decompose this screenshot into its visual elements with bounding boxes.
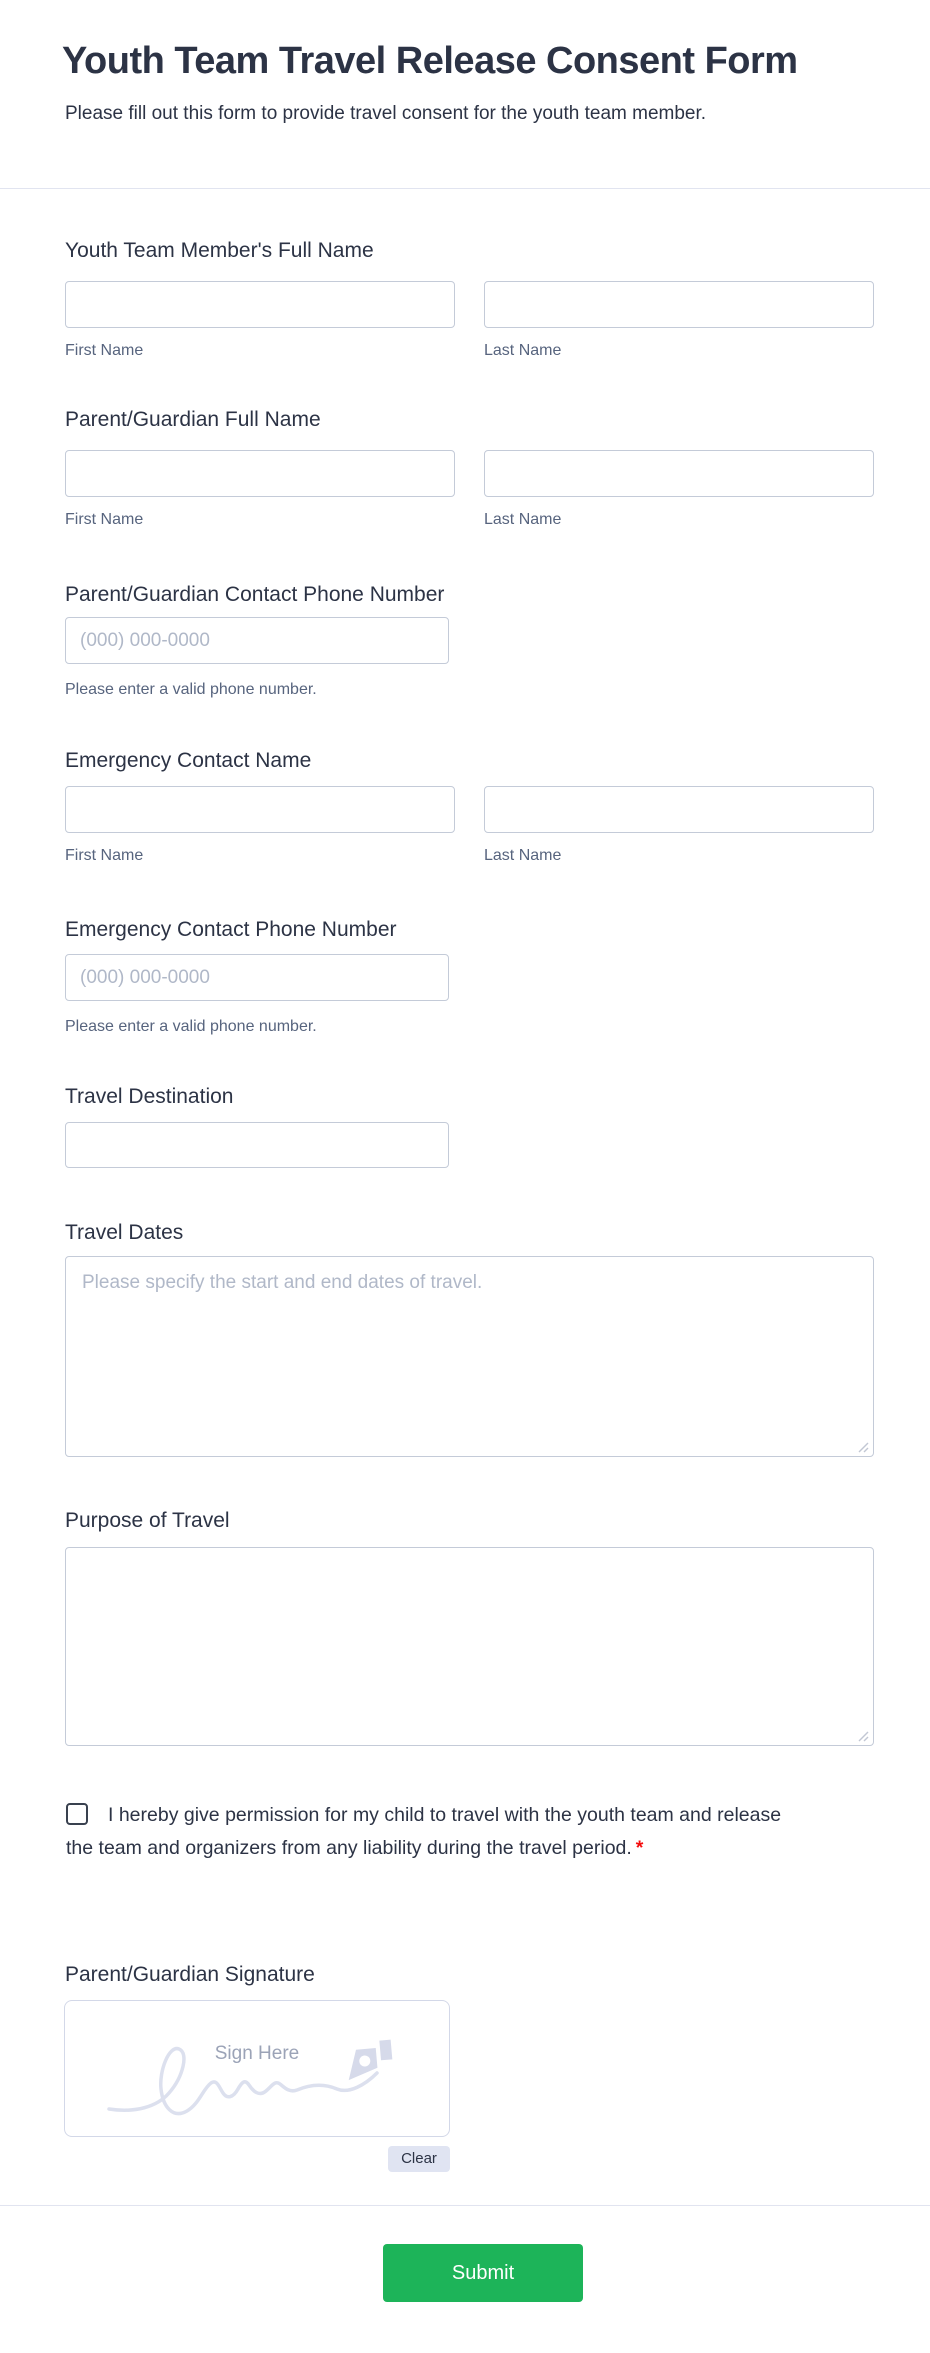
guardian-first-name-input[interactable] <box>65 450 455 497</box>
guardian-name-label: Parent/Guardian Full Name <box>65 408 321 431</box>
sign-here-text: Sign Here <box>214 2043 300 2064</box>
required-asterisk: * <box>635 1837 644 1859</box>
guardian-last-name-input[interactable] <box>484 450 874 497</box>
purpose-of-travel-textarea[interactable] <box>65 1547 874 1746</box>
form-title: Youth Team Travel Release Consent Form <box>62 40 798 82</box>
form-subtitle: Please fill out this form to provide travel consent for the youth team member. <box>65 103 707 124</box>
travel-destination-input[interactable] <box>65 1122 449 1168</box>
submit-button[interactable]: Submit <box>383 2244 583 2302</box>
travel-dates-label: Travel Dates <box>65 1221 184 1244</box>
emergency-phone-sublabel: Please enter a valid phone number. <box>65 1018 317 1035</box>
guardian-phone-input[interactable] <box>65 617 449 664</box>
consent-text: I hereby give permission for my child to travel with the youth team and release the team and organizers from any liability during the travel period. <box>66 1804 782 1859</box>
signature-label: Parent/Guardian Signature <box>65 1963 315 1986</box>
signature-squiggle-pen-icon <box>65 2001 449 2136</box>
guardian-phone-sublabel: Please enter a valid phone number. <box>65 681 317 698</box>
emergency-name-label: Emergency Contact Name <box>65 749 312 772</box>
signature-pad[interactable] <box>64 2000 450 2137</box>
member-last-name-sublabel: Last Name <box>484 342 562 359</box>
emergency-first-name-sublabel: First Name <box>65 847 144 864</box>
footer-divider <box>0 2205 930 2206</box>
purpose-of-travel-label: Purpose of Travel <box>65 1509 230 1532</box>
emergency-last-name-input[interactable] <box>484 786 874 833</box>
consent-checkbox[interactable] <box>66 1803 88 1825</box>
travel-dates-textarea[interactable] <box>65 1256 874 1457</box>
guardian-phone-label: Parent/Guardian Contact Phone Number <box>65 583 445 606</box>
guardian-first-name-sublabel: First Name <box>65 511 144 528</box>
emergency-phone-input[interactable] <box>65 954 449 1001</box>
signature-clear-button[interactable]: Clear <box>388 2146 450 2172</box>
member-first-name-input[interactable] <box>65 281 455 328</box>
member-last-name-input[interactable] <box>484 281 874 328</box>
travel-destination-label: Travel Destination <box>65 1085 234 1108</box>
guardian-last-name-sublabel: Last Name <box>484 511 562 528</box>
member-name-label: Youth Team Member's Full Name <box>65 239 374 262</box>
consent-row <box>66 1799 796 1865</box>
emergency-first-name-input[interactable] <box>65 786 455 833</box>
member-first-name-sublabel: First Name <box>65 342 144 359</box>
emergency-phone-label: Emergency Contact Phone Number <box>65 918 397 941</box>
emergency-last-name-sublabel: Last Name <box>484 847 562 864</box>
header-divider <box>0 188 930 189</box>
